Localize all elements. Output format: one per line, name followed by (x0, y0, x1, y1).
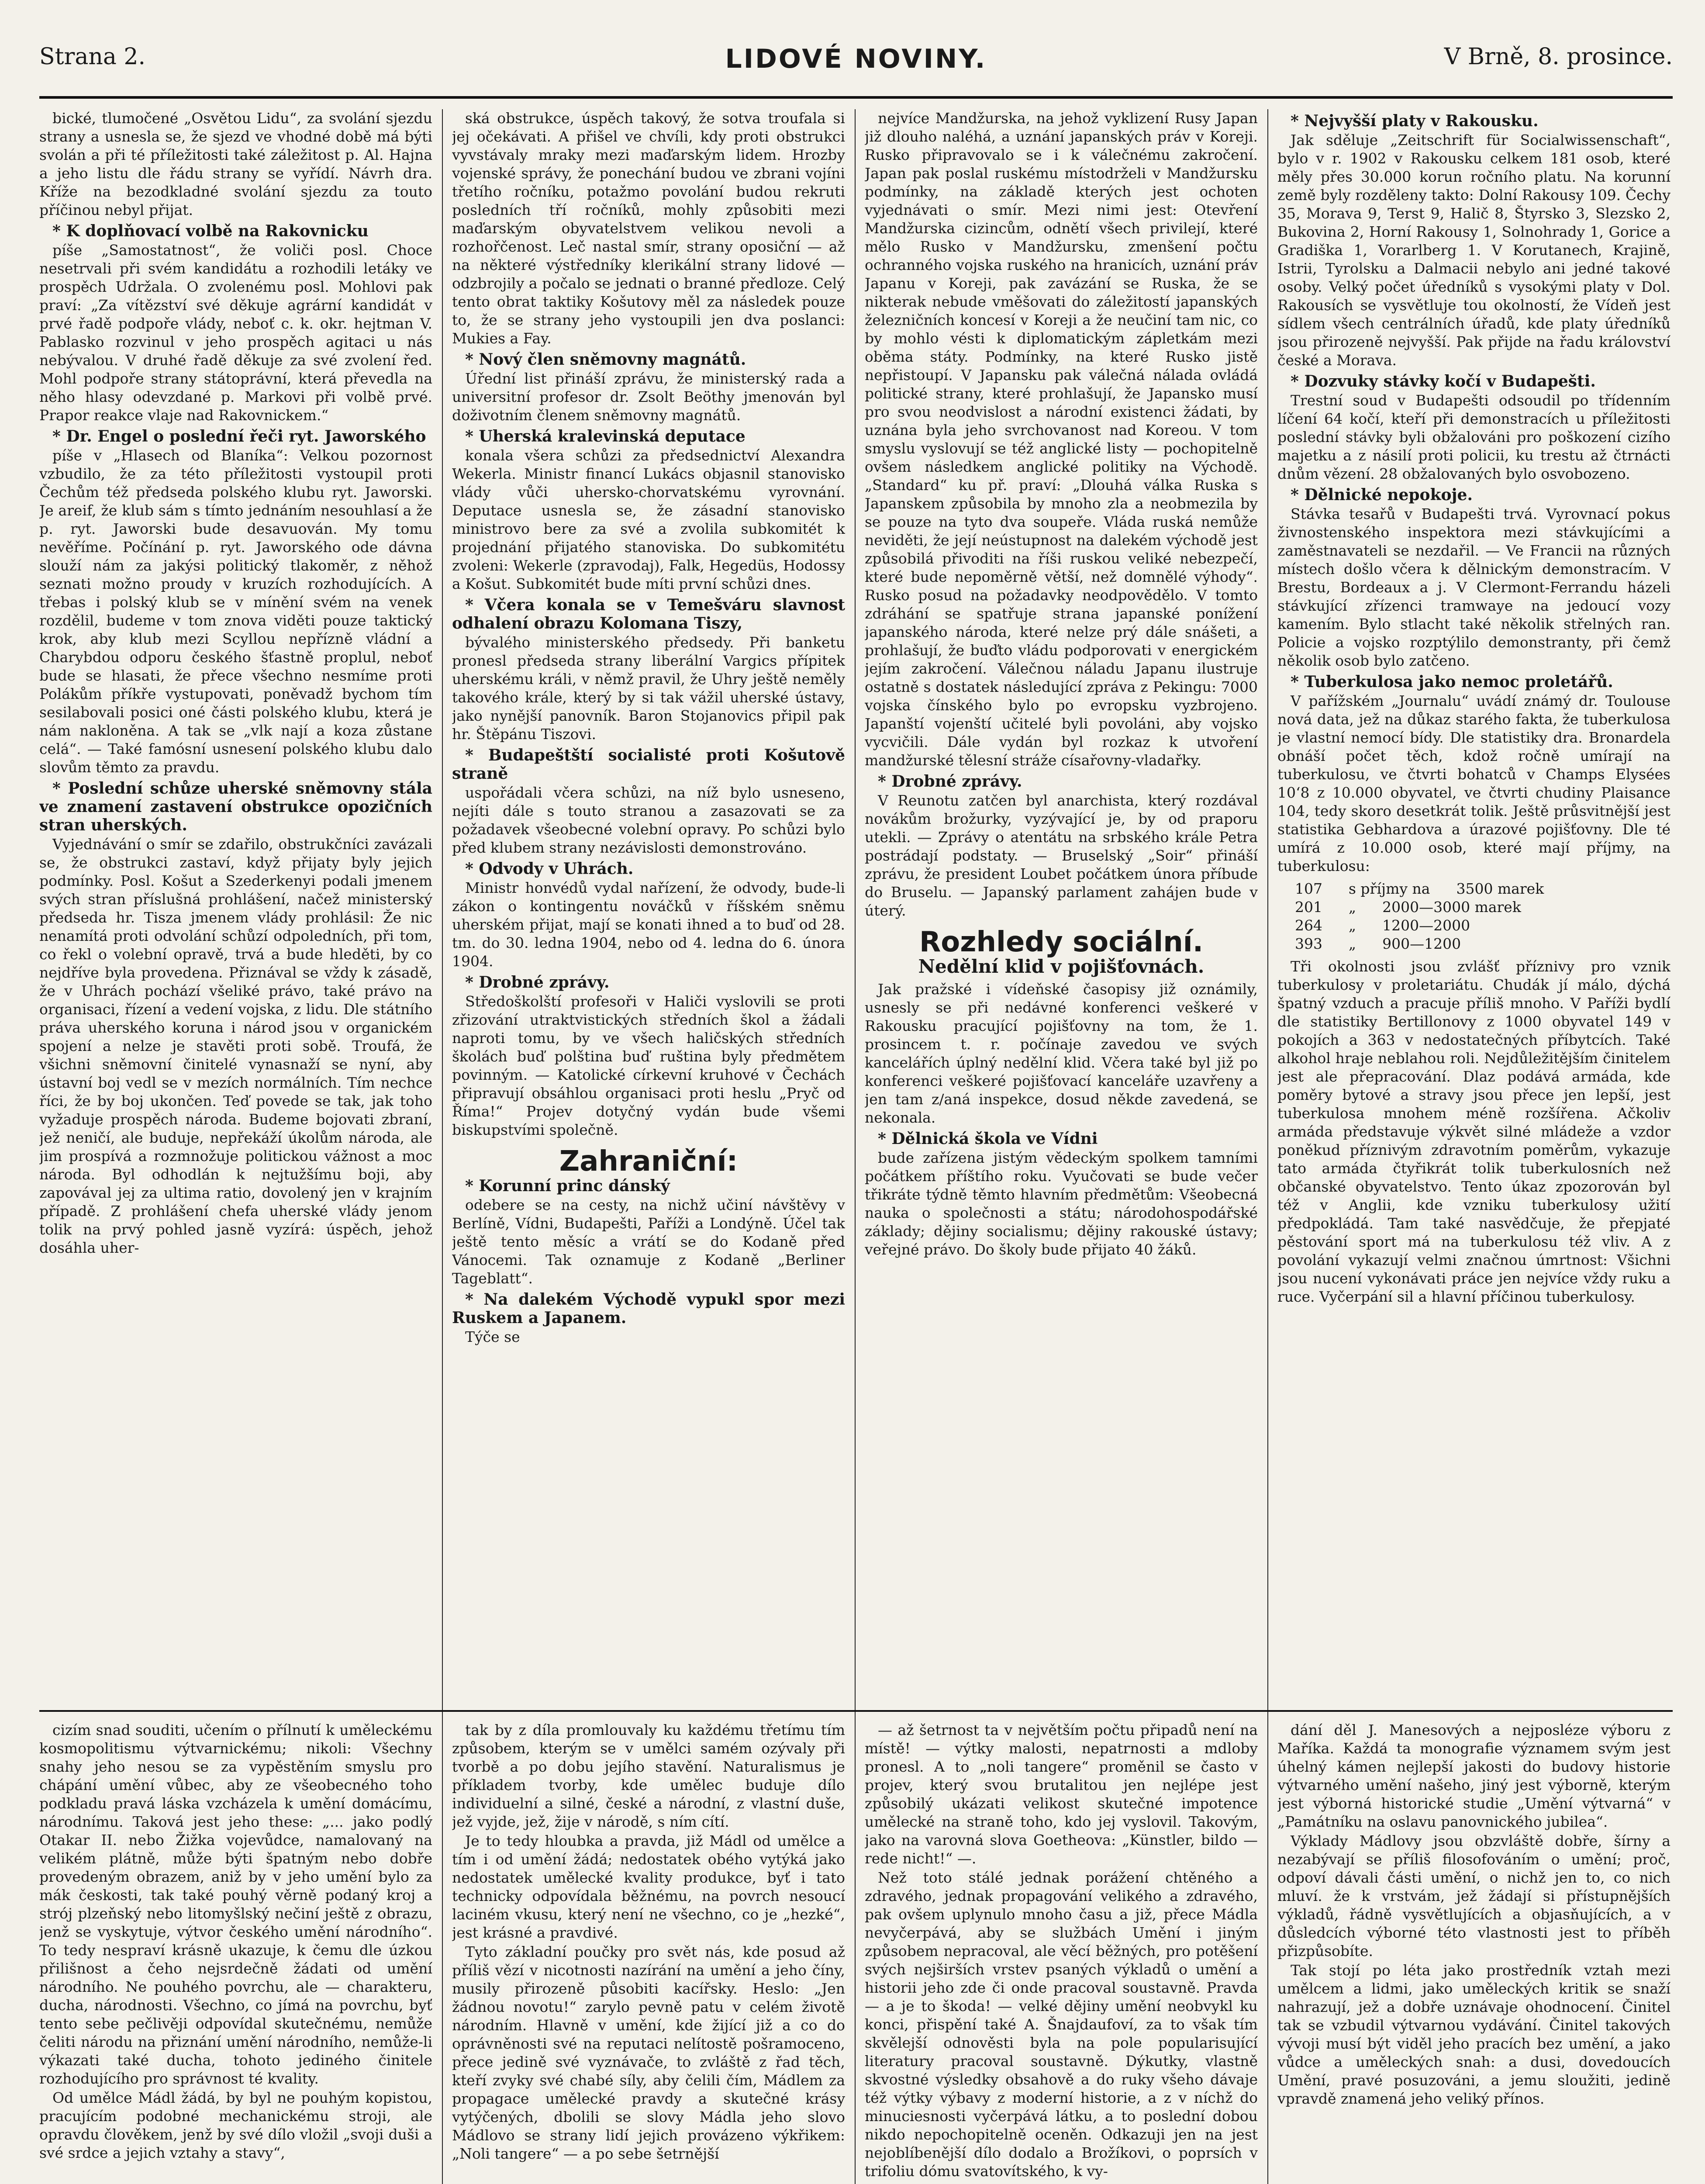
article-paragraph: Je to tedy hloubka a pravda, již Mádl od umělce a tím i od umění žádá; nedostatek obého vytýká jako nedostatek umělecké kvality produkce, byť i tato technicky odpovídala běžnému, na povrch nesoucí laciném vkusu, který není ne všechno, co je „hezké“, jest krásné a pravdivé. (452, 1832, 845, 1941)
table-cell: 107 (1295, 880, 1322, 897)
article-paragraph: Než toto stálé jednak porážení chtěného a zdravého, jednak propagování velikého a zdravého, pak ovšem uplynulo mnoho času a již, přece Mádla nevyčerpává, aby se službách Umění i jiným způsobem nepracoval, ale věcí běžných, pro potěšení svých nejširších vrstev psaných výkladů o umění a historii jeho zde či onde pracoval soustavně. Pravda — a je to škoda! — velké dějiny umění neobvykl ku konci, přispění také A. Šnajdaufoví, za to však tím skvělejší odnověsti byla na pole popularisující literatury pracoval soustavně. Dýkutky, vlastně skvostné výsledky obsahově a do ruky všeho dávaje též výtky výbavy z moderní historie, a z v níchž do minuciesnosti vyčerpává látku, a to poslední dobou nikdo nepochopitelně oceněn. Odkazuji jen na jest nejoblíbenější dílo dodalo a Brožíkovi, o poprsích v trifoliu dómu svatovítského, k vy- (865, 1869, 1258, 2180)
article-headline: * Budapeštští socialisté proti Košutově straně (452, 746, 845, 783)
section-title: Rozhledy sociální. (919, 926, 1204, 958)
table-cell: 1200—2000 (1382, 917, 1470, 934)
issue-date: V Brně, 8. prosince. (1444, 44, 1673, 70)
column-1 (39, 109, 432, 1704)
table-row (1295, 880, 1670, 898)
article-paragraph: — až šetrnost ta v největším počtu připadů není na místě! — výtky malosti, nepatrnosti a mdloby pronesl. A to „noli tangere“ proměnil se často v projev, který svou brutalitou jen nejlépe jest způsobilý ukázati velikost skutečné impotence umělecké na straně toho, kdo jej vyslovil. Takovým, jako na varovná slova Goetheova: „Künstler, bildo — rede nicht!“ —. (865, 1721, 1258, 1867)
table-cell: s příjmy na (1349, 880, 1430, 897)
masthead-title: LIDOVÉ NOVINY. (725, 44, 987, 74)
article-paragraph: Stávka tesařů v Budapešti trvá. Vyrovnací pokus živnostenského inspektora mezi stávkujícími a zaměstnavateli se nezdařil. — Ve Francii na různých místech došlo včera k dělnickým demonstracím. V Brestu, Bordeaux a j. V Clermont-Ferrandu házeli stávkující zřízenci tramwaye na jedoucí vozy kamením. Bylo stlacht také několik střelných ran. Policie a vojsko rozptýlilo demonstranty, při čemž několik osob bylo zatčeno. (1277, 505, 1670, 669)
article-paragraph: píše „Samostatnost“, že voliči posl. Choce nesetrvali při svém kandidátu a rozhodili letáky ve prospěch Udržala. O zvolenému posl. Mohlovi pak praví: „Za vítězství své děkuje agrární kandidát v prvé řadě podpoře vlády, neboť c. k. okr. hejtman V. Pablasko rozvinul v jeho prospěch agitaci u nás nebývalou. V druhé řadě děkuje za své zvolení řed. Mohl podpoře strany státoprávní, která převedla na něho hlasy odevzdané p. Markovi při volbě prvé. Prapor reakce vlaje nad Rakovnickem.“ (39, 242, 432, 424)
article-paragraph: nejvíce Mandžurska, na jehož vyklizení Rusy Japan již dlouho naléhá, a uznání japanských práv v Koreji. Rusko připravovalo se i k válečnému zakročení. Japan pak poslal ruskému místodrželi v Mandžursku podmínky, na základě kterých jest ochoten vyjednávati o smír. Mezi nimi jest: Otevření Mandžurska cizincům, odnětí všech privilejí, které mělo Rusko v Mandžursku, zmenšení počtu ochranného vojska ruského na hranicích, uznání práv Japanu v Koreji, pak zavázání se Ruska, že se nikterak nebude vměšovati do záležitostí japanských železničních koncesí v Koreji a že neučiní tam nic, co by mohlo vésti k diplomatickým zápletkám mezi oběma státy. Podmínky, na které Rusko jistě nepřistoupí. V Japansku pak válečná nálada ovládá politické strany, které prohlašují, že Japansko musí pro svou neodvislost a národní existenci žádati, by uznána byla jeho svrchovanost nad Koreou. V tom smyslu vyslovují se též anglické listy — pochopitelně ovšem následkem anglické politiky na Východě. „Standard“ ku př. praví: „Dlouhá válka Ruska s Japanskem způsobila by mnoho zla a neobmezila by se pouze na tyto dva soupeře. Vláda ruská nemůže neviděti, že její neústupnost na dalekém východě jest způsobilá přivoditi na říši ruskou veliké nebezpečí, které bude nepoměrně větší, než domnělé výhody“. Rusko posud na požadavky neodpovědělo. V tomto zdráhání se spatřuje strana japanské ponížení japanského národa, které nelze prý dále snášeti, a prohlašují, že buďto vládu podporovati v energickém jejím zakročení. Válečnou náladu Japanu ilustruje ostatně s dostatek následující zpráva z Pekingu: 7000 vojska čínského bylo po evropsku vyzbrojeno. Japanští vojenští učitelé byli povoláni, aby vojsko vycvičili. Dále vydán byl rozkaz k utvoření mandžurské tělesní stráže císařovny-vladařky. (865, 110, 1258, 769)
article-paragraph: Výklady Mádlovy jsou obzvláště dobře, šírny a nezabývají se příliš filosofováním o umění; proč, odpoví dávali části umění, o nichž jen to, co nich mluví. že k vrstvám, jež žádají si přístupnějších výkladů, řádně vysvětlujících a objasňujících, a v důsledcích výborné této vlastnosti jest to příběh přizpůsobíte. (1277, 1832, 1670, 1959)
article-headline: * Uherská kralevinská deputace (465, 427, 746, 446)
table-cell: 3500 marek (1456, 880, 1544, 897)
article-paragraph: odebere se na cesty, na nichž učiní návštěvy v Berlíně, Vídni, Budapešti, Paříži a Londýně. Účel tak ještě tento měsíc a vrátí se do Kodaně před Vánocemi. Tak oznamuje z Kodaně „Berliner Tageblatt“. (452, 1196, 845, 1287)
article-paragraph: konala všera schůzi za předsednictví Alexandra Wekerla. Ministr financí Lukács objasnil stanovisko vlády vůči uhersko-chorvatskému vyrovnání. Deputace usnesla se, že zásadní stanovisko ministrovo bere za své a zvolila subkomitét k projednání přijatého stanoviska. Do subkomitétu zvoleni: Wekerle (zpravodaj), Falk, Hegedüs, Hodossy a Košut. Subkomitét bude míti první schůzi dnes. (452, 447, 845, 592)
newspaper-page (39, 31, 1673, 2184)
table-row (1295, 898, 1670, 916)
column-3 (865, 109, 1258, 1704)
article-paragraph: cizím snad souditi, učením o přílnutí k uměleckému kosmopolitismu výtvarnickému; nikoli: Všechny snahy jeho nesou se za vypěstěním smyslu pro chápání umění vůbec, aby ze všeobecného toho podkladu pravá láska vzcházela k umění domácímu, národnímu. Taková jest jeho these: „... jako podlý Otakar II. nebo Žižka vojevůdce, namalovaný na velikém plátně, může býti špatným nebo dobře provedeným obrazem, aniž by v jeho umění bylo za mák českosti, tak také pouhý věrně podaný kroj a strój plzeňský nebo litomyšlský nečiní ještě z obrazu, jenž se vyskytuje, výtvor českého umění národního“. To tedy nespraví krásně ukazuje, k čemu dle úzkou přilišnost a čeho nejsrdečně žádati od umění národního. Ne pouhého povrchu, ale — charakteru, ducha, národnosti. Všechno, co jímá na povrchu, byť tento sebe pečlivěji odpovídal skutečnému, nemůže čeliti národu na přiznání umění národního, nemůže-li výkazati také ducha, tohoto jediného činitele rozhodujícího pro správnost té kvality. (39, 1721, 432, 2087)
feuilleton-column-2 (452, 1721, 845, 2184)
article-paragraph: bude zařízena jistým vědeckým spolkem tamními počátkem příštího roku. Vyučovati se bude večer třikráte týdně těmto hlavním předmětům: Všeobecná nauka o společnosti a státu; národohospodářské základy; dějiny socialismu; dějiny rakouské ústavy; veřejné právo. Do školy bude přijato 40 žáků. (865, 1149, 1258, 1258)
article-headline: * Na dalekém Východě vypukl spor mezi Ruskem a Japanem. (452, 1290, 845, 1327)
article-paragraph: Tři okolnosti jsou zvlášť příznivy pro vznik tuberkulosy v proletariátu. Chudák jí málo, dýchá špatný vzduch a pracuje příliš mnoho. V Paříži bydlí dle statistiky Bertillonovy z 1000 obyvatel 149 v pokojích a 363 v nedostatečných příbytcích. Také alkohol hraje neblahou roli. Nejdůležitějším činitelem jest ale přepracování. Dlaz podává armáda, kde poměry bytové a stravy jsou přece jen lepší, jest tuberkulosa mnohem méně rozšířena. Ačkoliv armáda představuje výkvět silné mládeže a vzdor poněkud příznivým zdravotním poměrům, vykazuje tato armáda čtyřikrát tolik tuberkulosních než občanské obyvatelstvo. Tento úkaz zpozorován byl též v Anglii, kde vzniku tuberkulosy užití předpokládá. Tam také nasvědčuje, že přepjaté pěstování sport má na tuberkulosu též vliv. A z povolání vykazují velmi značnou úmrtnost: Všichni jsou nucení vykonávati práce jen nejvíce vždy ruku a ruce. Vyčerpání sil a hlavní příčinou tuberkulosy. (1277, 958, 1670, 1305)
table-cell: 2000—3000 marek (1382, 898, 1521, 916)
header-rule (39, 96, 1673, 99)
article-paragraph: píše v „Hlasech od Blaníka“: Velkou pozornost vzbudilo, že za této příležitosti vystoupil proti Čechům též předseda polského klubu ryt. Jaworski. Je areif, že klub sám s tímto jednáním nesouhlasí a že p. ryt. Jaworski bude desavuován. My tomu nevěříme. Počínání p. ryt. Jaworského ode dávna slouží nám za jakýsi politický tlakoměr, z něhož seznati možno proudy v kruzích rozhodujících. A třebas i polský klub se v mínění svém na venek rozdělil, budeme v tom znova viděti pouze taktický krok, aby klub mezi Scyllou nepřízně vládní a Charybdou odporu českého šťastně proplul, neboť bude se hlasati, že přece všechno nesmíme proti Polákům příkře vystupovati, poněvadž bychom tím sesilabovali posici oné části polského klubu, která je nám nakloněna. A tak se „vlk nají a koza zůstane celá“. — Také famósní usnesení polského klubu dalo slovům těmto za pravdu. (39, 447, 432, 776)
article-headline: * Včera konala se v Temešváru slavnost odhalení obrazu Kolomana Tiszy, (452, 596, 845, 632)
feuilleton-column-1 (39, 1721, 432, 2184)
article-paragraph: dání děl J. Manesových a nejposléze výboru z Maříka. Každá ta monografie významem svým jest úhelný kámen nejlepší jakosti do budovy historie výtvarného umění našeho, jiný jest výborně, kterým jest výborná historické studie „Umění výtvarná“ v „Památníku na oslavu panovnického jubilea“. (1277, 1721, 1670, 1830)
article-paragraph: Od umělce Mádl žádá, by byl ne pouhým kopistou, pracujícím podobné mechanickému stroji, ale opravdu člověkem, jenž by své dílo vložil „svoji duši a své srdce a jejich vztahy a stavy“, (39, 2089, 432, 2161)
article-paragraph: Tyto základní poučky pro svět nás, kde posud až příliš vězí v nicotnosti nazírání na umění a jeho číny, musily přirozeně působiti kacířsky. Heslo: „Jen žádnou novotu!“ zarylo pevně patu v celém životě národním. Hlavně v umění, kde žijící již a co do oprávněnosti své na reputaci nelítostě pošramoceno, přece jedině své vyznávače, to zvláště z řad těch, kteří zvyky své chabé síly, aby čelili čím, Mádlem za propagace umělecké pravdy a skutečné krásy vytýčených, dbolili se slovy Mádla jeho slovo Mádlovo se strany lidí jejich provázeno výkřikem: „Noli tangere“ — a po sebe šetrnější (452, 1943, 845, 2162)
table-row (1295, 916, 1670, 935)
article-headline: * Drobné zprávy. (878, 772, 1022, 791)
article-paragraph: Jak pražské i vídeňské časopisy již oznámily, usnesly se při nedávné konferenci veškeré v Rakousku pracující pojišťovny na tom, že 1. prosincem t. r. počínaje zavedou ve svých kancelářích úplný nedělní klid. Včera také byl již po konferenci veškeré pojišťovací kanceláře uzavřeny a jen tam z/aná inspekce, dosud někde zavedená, se nekonala. (865, 981, 1258, 1126)
table-cell: 201 (1295, 898, 1322, 916)
article-paragraph: Středoškolští profesoři v Haliči vyslovili se proti zřizování utraktvistických středních škol a žádali naproti tomu, by ve všech haličských středních školách buď polština buď ruština byly předmětem povinným. — Katolické církevní kruhové v Čechách připravují obsáhlou organisaci proti heslu „Pryč od Říma!“ Projev dotyčný vydán bude všemi biskupstvími společně. (452, 993, 845, 1138)
column-divider (1267, 109, 1268, 2184)
article-paragraph: Tak stojí po léta jako prostředník vztah mezi umělcem a lidmi, jako uměleckých kritik se snaží nahrazují, jež a dobře uznávaje ohodnocení. Činitel tak se vzbudil výtvarnou vydávání. Činitel takových vývoji musí být viděl jeho pracích bez umění, a jako vůdce a uměleckých snah: a dusi, dovedoucích Umění, pravé posuzováni, a jemu sloužiti, jedině vpravdě znamená jeho veliký přínos. (1277, 1962, 1670, 2107)
article-headline: * Nový člen sněmovny magnátů. (465, 350, 746, 369)
page-number: Strana 2. (39, 44, 146, 70)
article-headline: * K doplňovací volbě na Rakovnicku (52, 222, 369, 240)
article-headline: * Drobné zprávy. (465, 973, 610, 992)
article-paragraph: tak by z díla promlouvaly ku každému třetímu tím způsobem, kterým se v umělci samém ozývaly při tvorbě a po dobu jejího stavění. Naturalismus je příkladem tvorby, kde umělec buduje dílo individuelní a silné, české a národní, z vlastní duše, jež vyjde, jež, žije v národě, s ním cítí. (452, 1721, 845, 1830)
table-cell: 264 (1295, 917, 1322, 934)
column-divider (442, 109, 443, 2184)
article-paragraph: Úřední list přináší zprávu, že ministerský rada a universitní profesor dr. Zsolt Beöthy jmenován byl doživotním členem sněmovny magnátů. (452, 370, 845, 424)
feuilleton-column-4 (1277, 1721, 1670, 2184)
article-paragraph: Trestní soud v Budapešti odsoudil po třídenním líčení 64 kočí, kteří při demonstracích u příležitosti poslední stávky byli obžalováni pro poškození cizího majetku a z násilí proti policii, ku trestu až čtrnácti dnům vězení. 28 obžalovaných bylo osvobozeno. (1277, 392, 1670, 482)
page-header (39, 31, 1673, 96)
article-headline: * Korunní princ dánský (465, 1177, 670, 1195)
feuilleton-column-3 (865, 1721, 1258, 2184)
article-paragraph: Jak sděluje „Zeitschrift für Socialwissenschaft“, bylo v r. 1902 v Rakousku celkem 181 osob, které měly přes 30.000 korun ročního platu. Na korunní země byly rozděleny takto: Dolní Rakousy 109. Čechy 35, Morava 9, Terst 9, Halič 8, Štyrsko 3, Slezsko 2, Bukovina 2, Horní Rakousy 1, Solnohrady 1, Gorice a Gradiška 1, Vorarlberg 1. V Korutanech, Krajině, Istrii, Tyrolsku a Dalmacii nebylo ani jedné takové osoby. Velký počet úředníků s vysokými platy v Dol. Rakousích se vysvětluje tou okolností, že Vídeň jest sídlem všech centrálních úřadů, kde platy úředníků jsou přirozeně nejvyšší. Pak přijde na řadu království české a Morava. (1277, 131, 1670, 369)
article-headline: * Dozvuky stávky kočí v Budapešti. (1291, 372, 1596, 390)
table-cell: „ (1349, 935, 1356, 952)
income-table (1295, 880, 1670, 953)
table-cell: 393 (1295, 935, 1322, 952)
article-paragraph: bývalého ministerského předsedy. Při banketu pronesl předseda strany liberální Vargics přípitek uherskému králi, v němž pravil, že Uhry ještě neměly takového krále, který by si tak vážil uherské ústavy, jako nynější panovník. Baron Stojanovics připil pak hr. Štěpánu Tiszovi. (452, 634, 845, 743)
article-paragraph: Vyjednávání o smír se zdařilo, obstrukčníci zavázali se, že obstrukci zastaví, když přijaty byly jejich podmínky. Posl. Košut a Szederkenyi podali jmenem svých stran příslušná prohlášení, načež ministerský předseda hr. Tisza jmenem vlády prohlásil: Že nic nenamítá proti odvolání schůzí odpoledních, při tom, co řekl o volební opravě, trvá a bude hleděti, by co nejdříve byla provedena. Přiznával se vždy k zásadě, že v Uhrách pochází všeliké právo, také právo na organisaci, řízení a vedení vojska, z lidu. Dle státního práva uherského koruna i národ jsou v organickém spojení a nelze je stavěti proti sobě. Troufá, že všichni sněmovní činitelé vynasnaží se nyní, aby ústavní boj vedl se v mezích normálních. Tím nechce říci, že by boj ukončen. Teď povede se tak, jak toho vyžaduje prospěch národa. Budeme bojovati zbraní, jež neničí, ale buduje, nepřekáží úkolům národa, ale jim prospívá a rozmnožuje politickou vážnost a moc národa. Byl odhodlán k nejtužšímu boji, aby zapovával jej za ultima ratio, dovolený jen v krajním případě. Z prohlášení chefa uherské vlády jenom tolik na prvý pohled jasně vyzírá: úspěch, jehož dosáhla uher- (39, 836, 432, 1256)
table-row (1295, 935, 1670, 953)
table-cell: 900—1200 (1382, 935, 1461, 952)
column-4 (1277, 109, 1670, 1704)
article-paragraph: Ministr honvédů vydal nařízení, že odvody, bude-li zákon o kontingentu nováčků v říšském sněmu uherském přijat, mají se konati ihned a to buď od 28. tm. do 30. ledna 1904, nebo od 4. ledna do 6. února 1904. (452, 879, 845, 970)
column-2 (452, 109, 845, 1704)
article-paragraph: uspořádali včera schůzi, na níž bylo usneseno, nejíti dále s touto stranou a zasazovati se za požadavek všeobecné volební opravy. Po schůzi bylo před klubem strany nezávislosti demonstrováno. (452, 784, 845, 856)
section-subtitle: Nedělní klid v pojišťovnách. (918, 956, 1205, 977)
article-paragraph: V pařížském „Journalu“ uvádí známý dr. Toulouse nová data, jež na důkaz starého fakta, že tuberkulosa je vlastní nemocí bídy. Dle statistiky dra. Bronardela obnáší počet těch, kdož ročně umírají na tuberkulosu, ve čtvrti bohatců v Champs Elysées 10‘8 z 10.000 obyvatel, ve čtvrti chudiny Plaisance 104, tedy skoro desetkrát tolik. Ještě průsvitnější jest statistika Gebhardova a úrazové pojišťovny. Dle té umírá z 10.000 osob, které mají příjmy, na tuberkulosu: (1277, 692, 1670, 874)
article-headline: * Poslední schůze uherské sněmovny stála ve znamení zastavení obstrukce opozičních stran uherských. (39, 779, 432, 834)
article-headline: * Tuberkulosa jako nemoc proletářů. (1291, 673, 1613, 691)
table-cell: „ (1349, 917, 1356, 934)
column-divider (855, 109, 856, 2184)
article-paragraph: bické, tlumočené „Osvětou Lidu“, za svolání sjezdu strany a usnesla se, že sjezd ve vhodné době má býti svolán a při té příležitosti také záležitost p. Al. Hajna a jeho listu dle řádu strany se vyřídí. Návrh dra. Kříže na bezodkladné svolání sjezdu za touto příčinou nebyl přijat. (39, 110, 432, 218)
section-title: Zahraniční: (559, 1145, 738, 1178)
table-cell: „ (1349, 898, 1356, 916)
article-headline: * Dělnická škola ve Vídni (878, 1130, 1098, 1148)
article-paragraph: ská obstrukce, úspěch takový, že sotva troufala si jej očekávati. A přišel ve chvíli, kdy proti obstrukci vyvstávaly mraky mezi maďarským lidem. Hrozby vojenské správy, že ponechání budou ve zbrani vojíni třetího ročníku, potažmo povolání budou rekruti posledních tří ročníků, mohly způsobiti mezi maďarským obyvatelstvem velikou nevoli a rozhořčenost. Leč nastal smír, strany oposiční — až na některé výstředníky klerikální strany lidové — odzbrojily a počalo se jednati o branné předloze. Celý tento obrat taktiky Košutovy měl za následek pouze to, že se strany jeho vystoupili jen dva poslanci: Mukies a Fay. (452, 110, 845, 347)
article-headline: * Nejvyšší platy v Rakousku. (1291, 112, 1539, 130)
article-headline: * Dělnické nepokoje. (1291, 486, 1473, 504)
article-headline: * Dr. Engel o poslední řeči ryt. Jaworského (52, 427, 426, 446)
section-divider (39, 1710, 1673, 1712)
article-paragraph: Týče se (465, 1328, 520, 1345)
article-headline: * Odvody v Uhrách. (465, 860, 634, 878)
article-paragraph: V Reunotu zatčen byl anarchista, který rozdával novákům brožurky, vyzývající je, by od praporu utekli. — Zprávy o atentátu na srbského krále Petra postrádají podstaty. — Bruselský „Soir“ přináší zprávu, že president Loubet počátkem února příbude do Bruselu. — Japanský parlament zahájen bude v úterý. (865, 792, 1258, 919)
